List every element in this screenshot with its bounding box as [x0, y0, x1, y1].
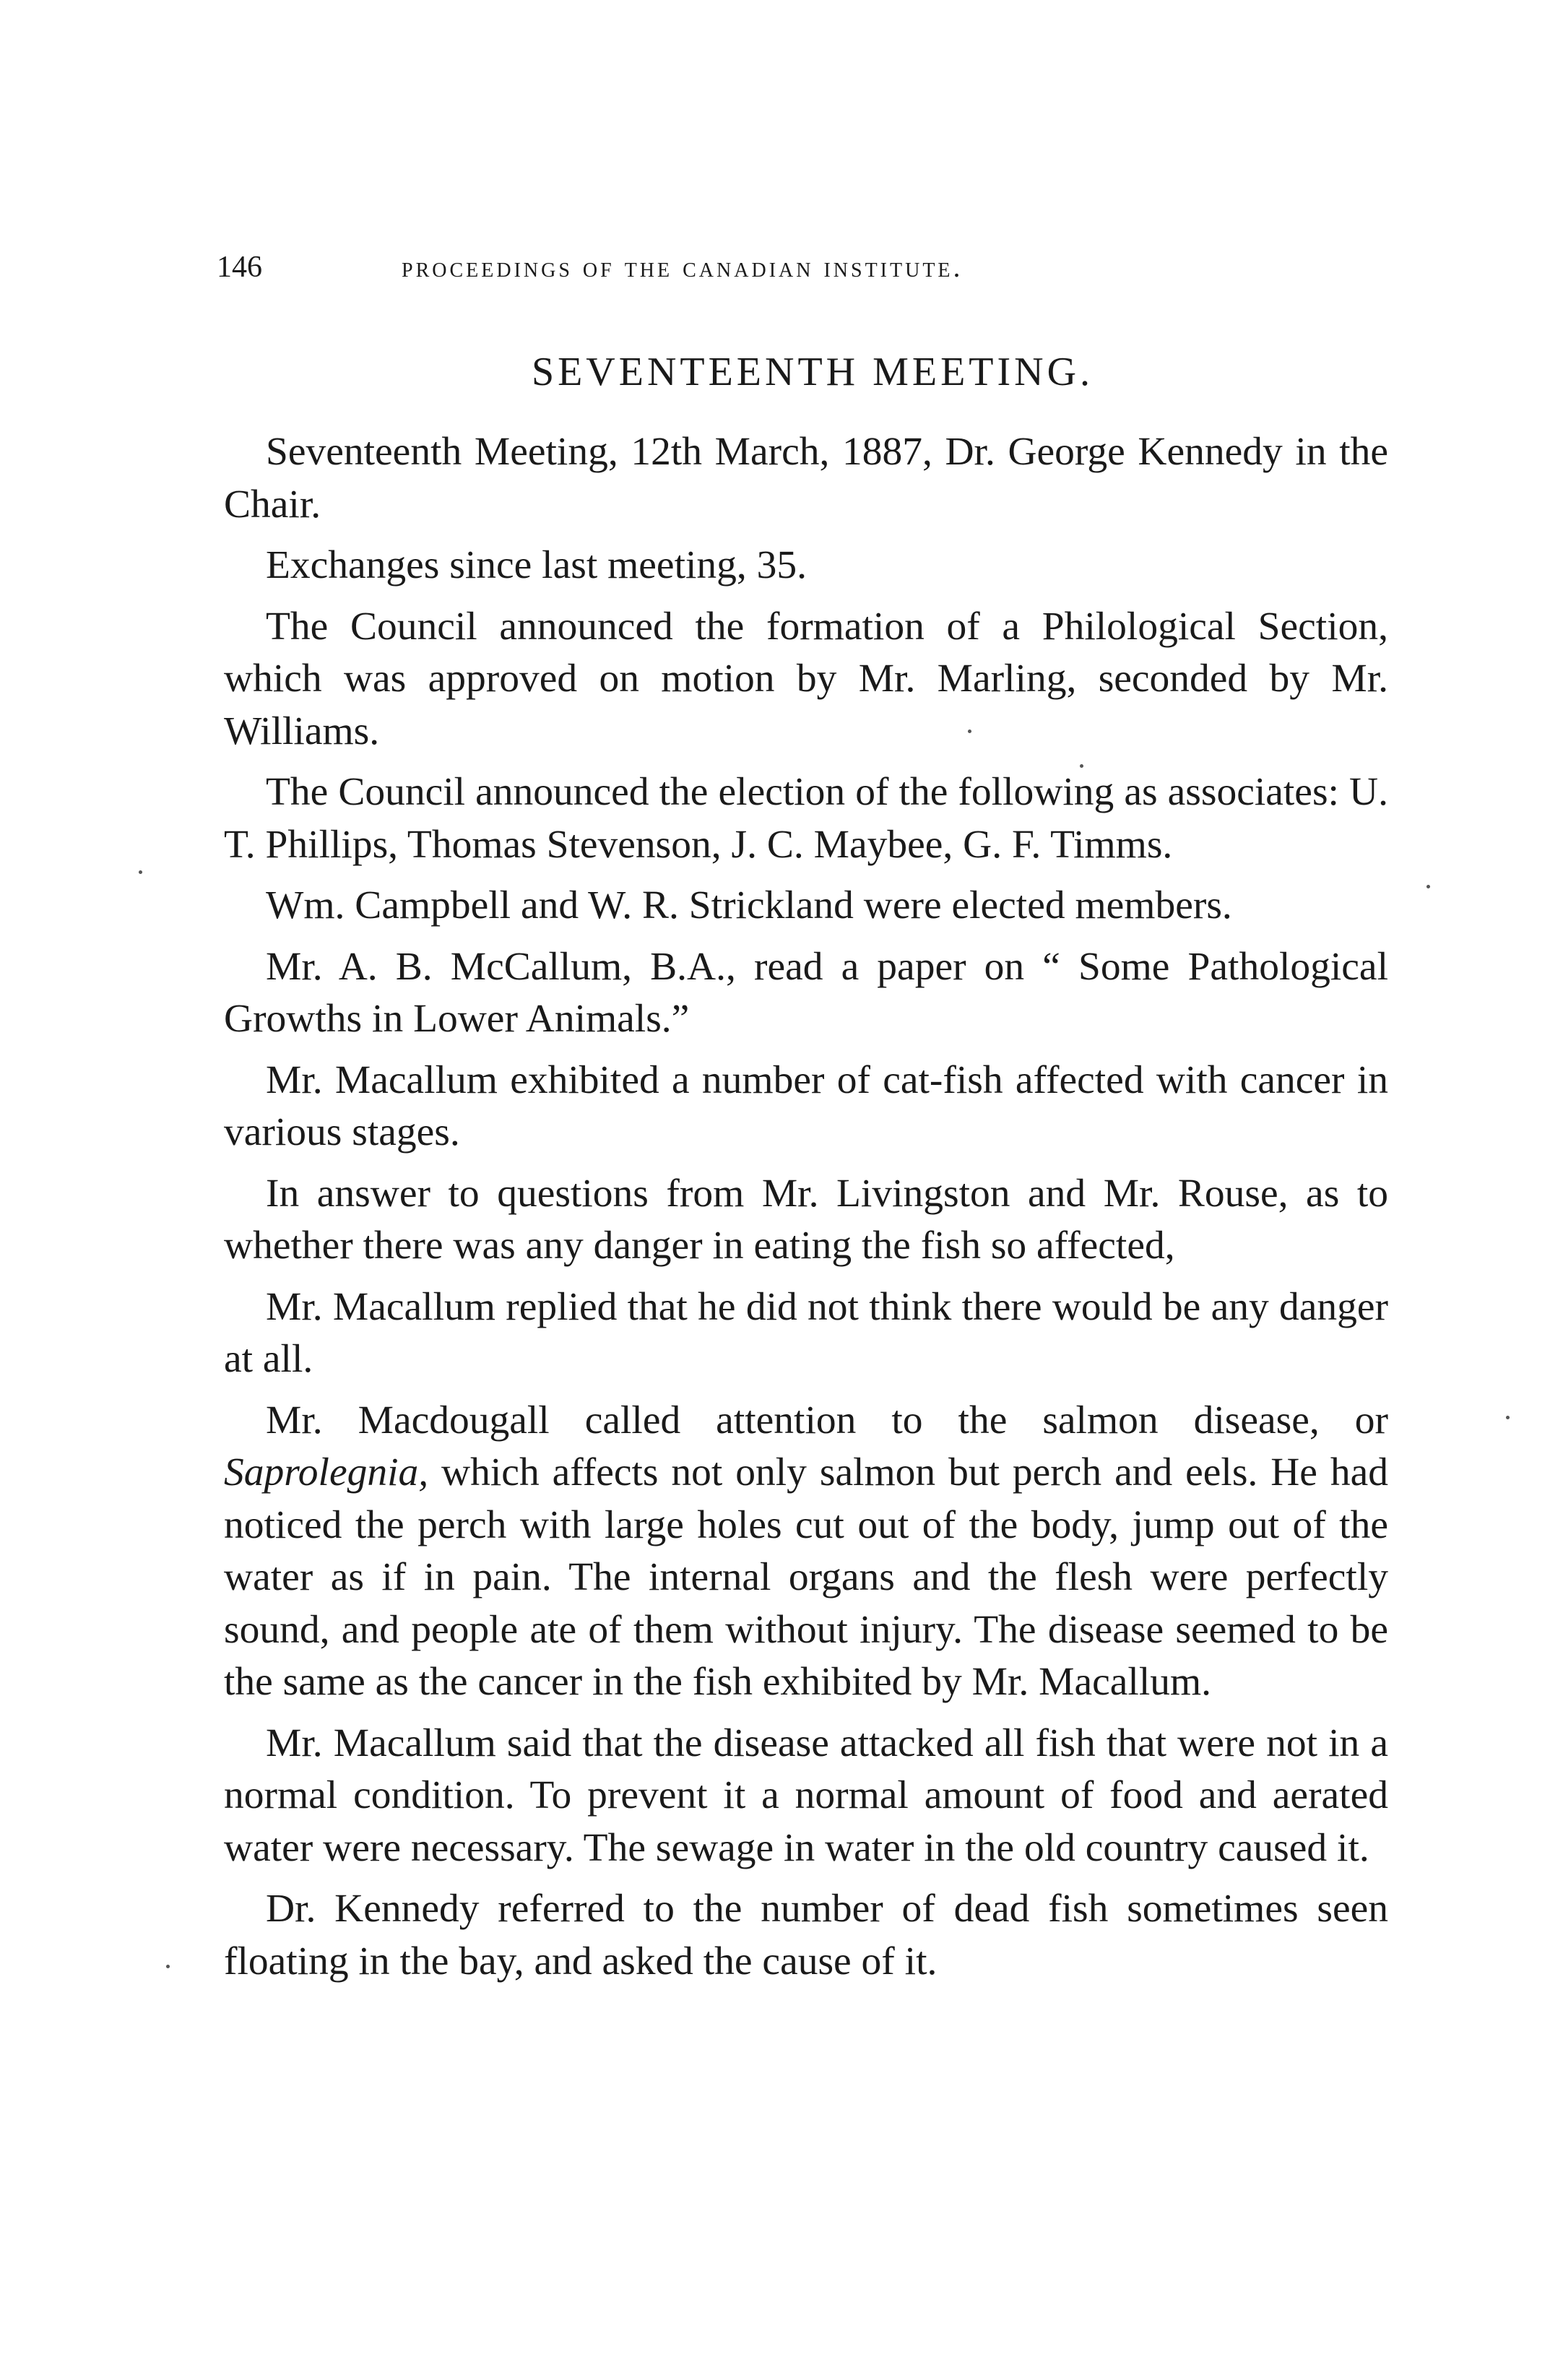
italic-term: Saprolegnia,: [224, 1450, 429, 1494]
paragraph-text: Exchanges since last meeting, 35.: [266, 543, 808, 587]
paragraph-text: The Council announced the election of the following as associates: U. T. Phillips, Thomas Stevenson, J. C. Maybee, G. F. Timms.: [224, 770, 1388, 867]
paragraph-text: Mr. Macallum exhibited a number of cat-fish affected with cancer in various stages.: [224, 1057, 1388, 1154]
scan-speck: [1426, 885, 1430, 888]
body-text: [224, 426, 1388, 1996]
paragraph: [224, 941, 1388, 1046]
paragraph-text-after: which affects not only salmon but perch and eels. He had noticed the perch with large holes cut out of the body, jump out of the water as if in pain. The internal organs and the flesh were perfectly sound, and people ate of them without injury. The disease seemed to be the same as the cancer in the fish exhibited by Mr. Macallum.: [224, 1450, 1388, 1704]
paragraph: [224, 1395, 1388, 1709]
scan-speck: [1080, 764, 1083, 768]
paragraph-text: Dr. Kennedy referred to the number of dead fish sometimes seen floating in the bay, and asked the cause of it.: [224, 1887, 1388, 1983]
paragraph: [224, 426, 1388, 531]
paragraph: [224, 1281, 1388, 1386]
paragraph: [224, 766, 1388, 871]
paragraph-text: Wm. Campbell and W. R. Strickland were elected members.: [266, 883, 1232, 927]
paragraph: [224, 1883, 1388, 1988]
paragraph-text: Mr. Macallum replied that he did not think there would be any danger at all.: [224, 1284, 1388, 1381]
paragraph: [224, 1718, 1388, 1875]
meeting-heading: SEVENTEENTH MEETING.: [531, 350, 1094, 394]
paragraph-text: In answer to questions from Mr. Livingston and Mr. Rouse, as to whether there was any danger in eating the fish so affected,: [224, 1171, 1388, 1268]
scan-speck: [1506, 1416, 1510, 1419]
running-header: [217, 246, 1408, 289]
paragraph: [224, 880, 1388, 932]
page-number: 146: [217, 251, 262, 284]
scan-speck: [139, 870, 142, 874]
paragraph-text: Mr. Macallum said that the disease attacked all fish that were not in a normal condition. To prevent it a normal amount of food and aerated water were necessary. The sewage in water in the old country caused it.: [224, 1721, 1388, 1870]
scan-speck: [968, 730, 971, 733]
paragraph-text-before: Mr. Macdougall called attention to the salmon disease, or: [266, 1398, 1388, 1442]
paragraph-text: The Council announced the formation of a Philological Section, which was approved on motion by Mr. Marling, seconded by Mr. Williams.: [224, 604, 1388, 753]
paragraph: [224, 1168, 1388, 1273]
paragraph: [224, 540, 1388, 592]
running-title: proceedings of the canadian institute.: [402, 251, 964, 283]
paragraph-text: Seventeenth Meeting, 12th March, 1887, Dr. George Kennedy in the Chair.: [224, 430, 1388, 527]
paragraph: [224, 601, 1388, 758]
scan-speck: [166, 1965, 170, 1968]
paragraph: [224, 1055, 1388, 1159]
paragraph-text: Mr. A. B. McCallum, B.A., read a paper on “ Some Pathological Growths in Lower Animals.”: [224, 944, 1388, 1041]
